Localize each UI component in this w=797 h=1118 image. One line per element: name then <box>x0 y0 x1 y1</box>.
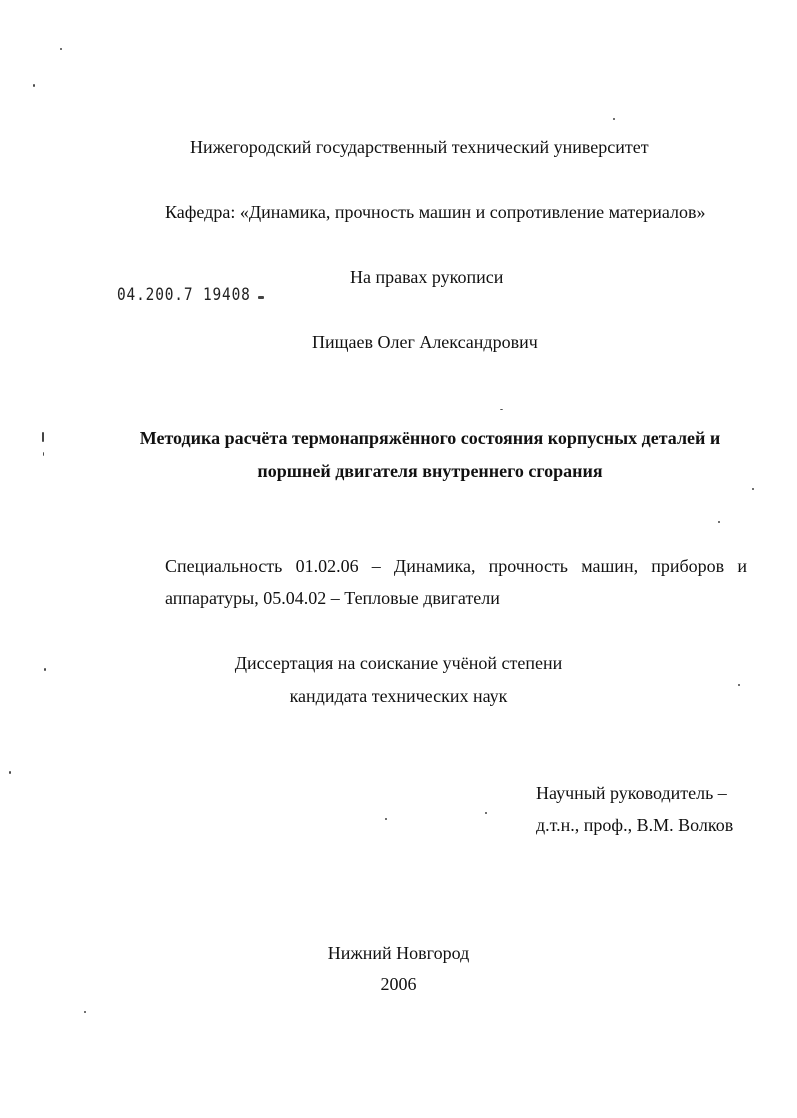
scan-speck <box>9 771 11 774</box>
scan-speck <box>44 668 46 671</box>
scan-speck <box>33 84 35 87</box>
dissertation-title-line-2: поршней двигателя внутреннего сгорания <box>257 461 603 481</box>
city: Нижний Новгород <box>327 943 470 963</box>
supervisor-name: д.т.н., проф., В.М. Волков <box>536 815 734 835</box>
specialty-text: Специальность 01.02.06 – Динамика, прочность машин, приборов и аппаратуры, 05.04.02 – Тепловые двигатели <box>165 556 747 608</box>
university-name: Нижегородский государственный технический университет <box>190 137 649 157</box>
degree-line-1: Диссертация на соискание учёной степени <box>234 653 563 673</box>
scan-speck <box>84 1011 86 1013</box>
scan-speck <box>258 296 264 299</box>
scan-speck <box>485 812 487 814</box>
scan-speck <box>43 452 44 456</box>
scan-speck <box>738 684 740 686</box>
supervisor-label: Научный руководитель – <box>536 783 727 803</box>
scan-speck <box>752 488 754 490</box>
scan-speck <box>60 48 62 50</box>
scan-speck <box>718 521 720 523</box>
scan-speck <box>500 409 503 410</box>
scan-speck <box>613 118 615 120</box>
dissertation-title <box>100 422 760 488</box>
archive-stamp-number: 04.200.7 19408 <box>117 285 251 305</box>
manuscript-rights-note: На правах рукописи <box>350 267 504 287</box>
degree-line-2: кандидата технических наук <box>289 686 508 706</box>
year: 2006 <box>380 974 417 994</box>
department-name: Кафедра: «Динамика, прочность машин и сопротивление материалов» <box>165 202 706 222</box>
dissertation-title-line-1: Методика расчёта термонапряжённого состояния корпусных деталей и <box>139 428 721 448</box>
scan-speck <box>385 818 387 820</box>
scan-speck <box>42 432 44 442</box>
author-name: Пищаев Олег Александрович <box>312 332 538 352</box>
